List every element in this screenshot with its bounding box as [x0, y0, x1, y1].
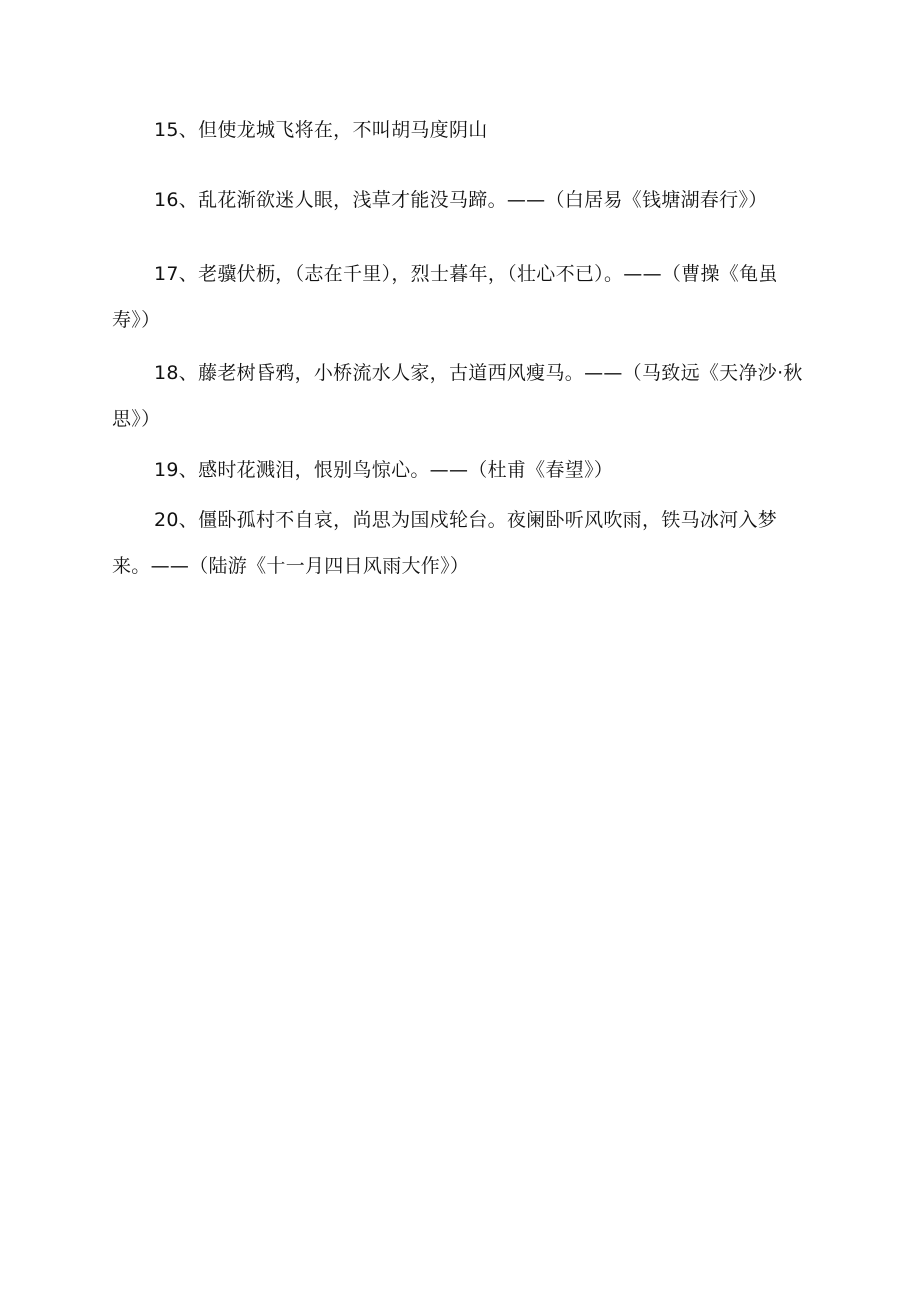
- poem-line-16: 16、乱花渐欲迷人眼，浅草才能没马蹄。——（白居易《钱塘湖春行》）: [154, 189, 768, 211]
- poem-line-19: 19、感时花溅泪，恨别鸟惊心。——（杜甫《春望》）: [154, 459, 614, 481]
- poem-line-17: 17、老骥伏枥，（志在千里），烈士暮年，（壮心不已）。——（曹操《龟虽寿》）: [112, 263, 778, 331]
- poem-line-18: 18、藤老树昏鸦，小桥流水人家，古道西风瘦马。——（马致远《天净沙·秋思》）: [112, 362, 803, 430]
- poem-line-15: 15、但使龙城飞将在，不叫胡马度阴山: [154, 119, 488, 141]
- poem-line-20: 20、僵卧孤村不自哀，尚思为国戍轮台。夜阑卧听风吹雨，铁马冰河入梦来。——（陆游《十一月四日风雨大作》）: [112, 509, 778, 577]
